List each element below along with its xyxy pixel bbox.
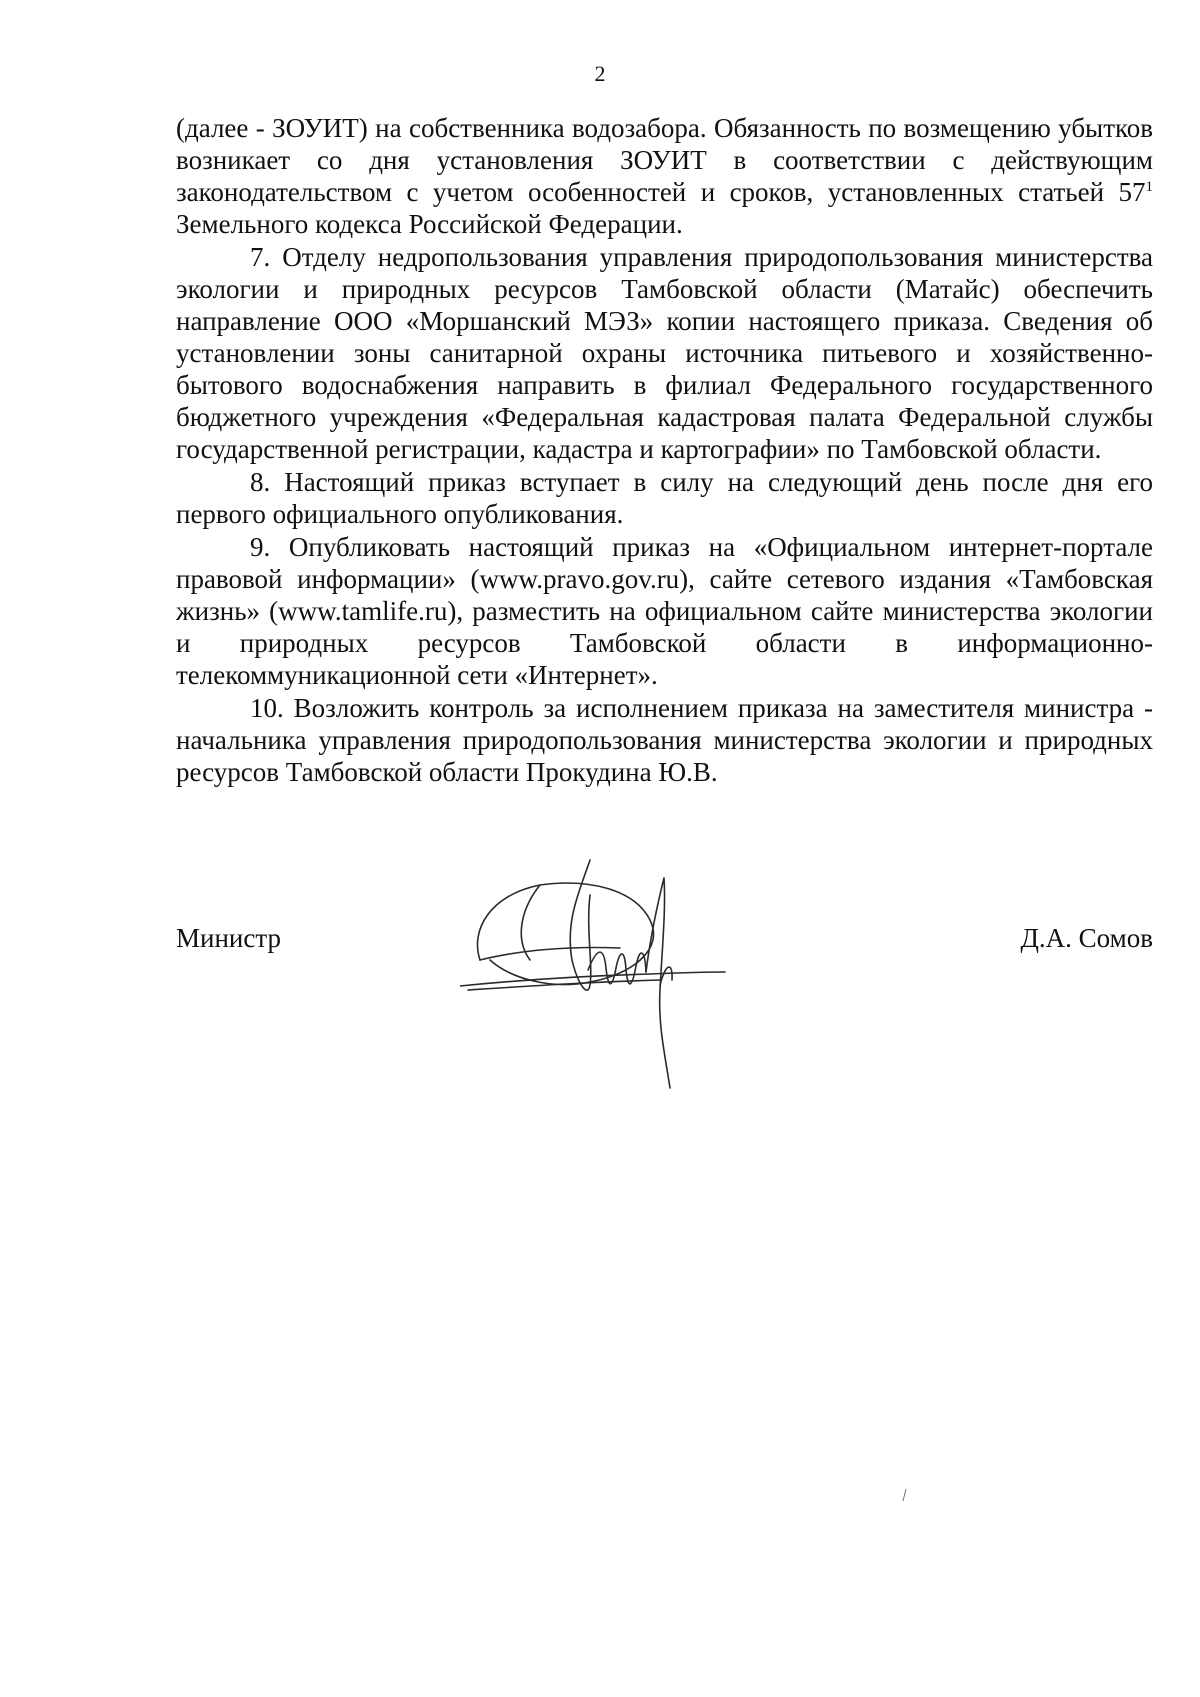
paragraph-p-continuation xyxy=(176,112,1153,240)
paragraph-p7 xyxy=(176,241,1153,465)
text-segment: Земельного кодекса Российской Федерации. xyxy=(176,209,683,239)
paragraph-p8 xyxy=(176,466,1153,530)
paragraph-p9 xyxy=(176,531,1153,691)
signatory-name: Д.А. Сомов xyxy=(1020,923,1153,953)
handwritten-signature xyxy=(460,850,740,1090)
superscript: 1 xyxy=(1145,179,1153,195)
text-segment: 8. Настоящий приказ вступает в силу на следующий день после дня его первого официального опубликования. xyxy=(176,467,1153,529)
signatory-title: Министр xyxy=(176,923,281,953)
document-body xyxy=(176,112,1153,789)
page-number: 2 xyxy=(594,61,606,86)
text-segment: 7. Отделу недропользования управления природопользования министерства экологии и природных ресурсов Тамбовской области (Матайс) обеспечить направление ООО «Моршанский МЭЗ» копии настоящего приказа. Сведения об установлении зоны санитарной охраны источника питьевого и хозяйственно-бытового водоснабжения направить в филиал Федерального государственного бюджетного учреждения «Федеральная кадастровая палата Федеральной службы государственной регистрации, кадастра и картографии» по Тамбовской области. xyxy=(176,242,1153,464)
scan-speck xyxy=(900,1488,910,1502)
text-segment: 10. Возложить контроль за исполнением приказа на заместителя министра - начальника управления природопользования министерства экологии и природных ресурсов Тамбовской области Прокудина Ю.В. xyxy=(176,693,1153,787)
text-segment: (далее - ЗОУИТ) на собственника водозабора. Обязанность по возмещению убытков возникает со дня установления ЗОУИТ в соответствии с действующим законодательством с учетом особенностей и сроков, установленных статьей 57 xyxy=(176,113,1153,207)
text-segment: 9. Опубликовать настоящий приказ на «Официальном интернет-портале правовой информации» (www.pravo.gov.ru), сайте сетевого издания «Тамбовская жизнь» (www.tamlife.ru), разместить на официальном сайте министерства экологии и природных ресурсов Тамбовской области в информационно-телекоммуникационной сети «Интернет». xyxy=(176,532,1153,690)
signature-block xyxy=(176,922,1153,962)
paragraph-p10 xyxy=(176,692,1153,788)
